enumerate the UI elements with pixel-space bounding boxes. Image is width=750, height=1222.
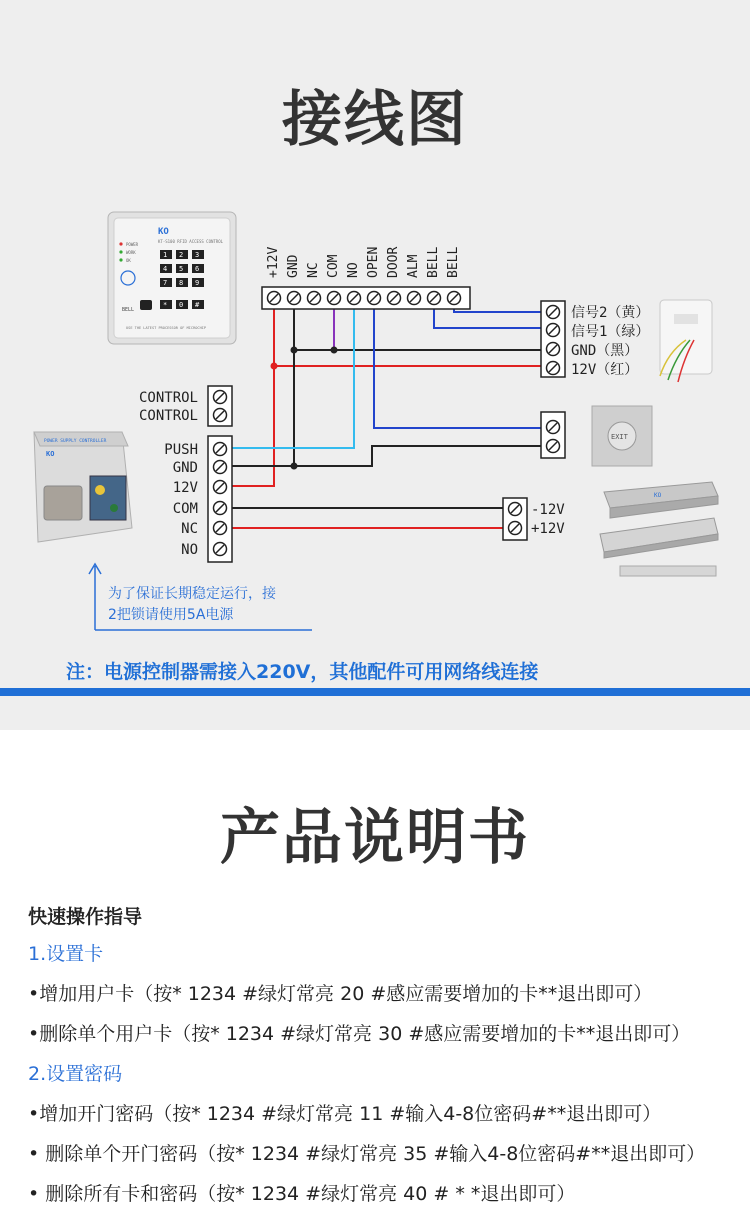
doorbell-terminal-label: 12V（红） (571, 362, 639, 378)
tip-callout (89, 564, 312, 630)
psu-terminal-label: CONTROL (138, 390, 198, 406)
doorbell-terminal-label: 信号1（绿） (571, 324, 650, 340)
power-supply (34, 432, 132, 542)
manual-content (28, 900, 728, 1214)
manual-title: 产品说明书 (220, 803, 530, 873)
list-item: •删除单个用户卡（按* 1234 #绿灯常亮 30 #感应需要增加的卡**退出即可） (28, 1023, 691, 1045)
wires (232, 304, 541, 528)
psu-terminal-labels (139, 390, 199, 558)
list-item: • 删除单个开门密码（按* 1234 #绿灯常亮 35 #输入4-8位密码#**退出即可） (28, 1143, 706, 1165)
tip-line2: 2把锁请使用5A电源 (108, 607, 234, 623)
keypad-key: 2 (179, 251, 184, 259)
reader-terminal-block (262, 287, 470, 309)
terminal-label: DOOR (386, 246, 401, 278)
led-label: WORK (126, 250, 136, 255)
section-set-card: 1.设置卡 (28, 943, 104, 965)
list-item: • 删除所有卡和密码（按* 1234 #绿灯常亮 40 # * *退出即可） (28, 1183, 576, 1205)
doorbell-terminal-label: 信号2（黄） (571, 305, 650, 321)
list-item: •增加用户卡（按* 1234 #绿灯常亮 20 #感应需要增加的卡**退出即可） (28, 983, 653, 1005)
keypad-key: 3 (195, 251, 200, 259)
list-item: •增加开门密码（按* 1234 #绿灯常亮 11 #输入4-8位密码#**退出即可） (28, 1103, 662, 1125)
psu-terminal-label: GND (172, 460, 198, 476)
doorbell-terminal-label: GND（黑） (571, 343, 639, 359)
wire-12v (232, 304, 274, 486)
keypad-key: 0 (179, 301, 184, 309)
card-reader (108, 212, 236, 344)
manual-heading: 快速操作指导 (28, 906, 143, 928)
lock-terminal-block (503, 498, 565, 540)
keypad-key: 5 (179, 265, 184, 273)
terminal-label: BELL (426, 246, 441, 278)
keypad-key: 8 (179, 279, 184, 287)
led-label: OK (126, 258, 131, 263)
psu-terminal-label: 12V (172, 480, 198, 496)
keypad-key: 6 (195, 265, 200, 273)
terminal-label: BELL (446, 246, 461, 278)
lock-terminal-label: -12V (531, 502, 565, 518)
reader-keypad (160, 250, 204, 309)
keypad-key: 9 (195, 279, 200, 287)
psu-terminal-label: NO (181, 542, 198, 558)
reader-brand: KO (158, 227, 169, 237)
exit-button-label: EXIT (611, 433, 628, 441)
keypad-key: * (163, 301, 168, 309)
doorbell-terminal-block (541, 301, 649, 378)
terminal-label: ALM (406, 254, 421, 278)
lock-brand: KO (654, 492, 662, 499)
keypad-key: 7 (163, 279, 168, 287)
wiring-title: 接线图 (282, 85, 468, 155)
psu-brand: KO (46, 450, 55, 458)
psu-terminal-label: COM (172, 501, 198, 517)
bell-label: BELL (122, 307, 135, 313)
psu-terminal-block (208, 386, 232, 562)
exit-button (592, 406, 652, 466)
reader-model: KT-S100 RFID ACCESS CONTROL (158, 239, 224, 244)
psu-terminal-label: CONTROL (138, 408, 198, 424)
terminal-label: +12V (266, 246, 281, 278)
terminal-label: NC (306, 262, 321, 278)
led-label: POWER (126, 242, 139, 247)
psu-label: POWER SUPPLY CONTROLLER (44, 439, 107, 444)
section-set-password: 2.设置密码 (28, 1063, 123, 1085)
wire-gnd (232, 304, 294, 466)
keypad-key: 1 (163, 251, 168, 259)
locks (600, 482, 718, 576)
terminal-label: OPEN (366, 246, 381, 278)
reader-terminal-labels (266, 247, 461, 278)
psu-terminal-label: PUSH (164, 442, 198, 458)
tip-line1: 为了保证长期稳定运行，接 (108, 586, 276, 602)
wiring-note: 注：电源控制器需接入220V，其他配件可用网络线连接 (66, 661, 539, 683)
terminal-label: GND (286, 254, 301, 278)
reader-bottom-text: USE THE LATEST PROCESSOR OF MICROCHIP (126, 326, 207, 330)
keypad-key: 4 (163, 265, 168, 273)
lock-terminal-label: +12V (531, 521, 565, 537)
doorbell (660, 300, 712, 382)
exit-terminal-block (541, 412, 565, 458)
terminal-label: NO (346, 262, 361, 278)
keypad-key: # (195, 301, 200, 309)
terminal-label: COM (326, 254, 341, 278)
psu-terminal-label: NC (181, 521, 198, 537)
bell-key (140, 300, 152, 310)
section-divider (0, 688, 750, 696)
